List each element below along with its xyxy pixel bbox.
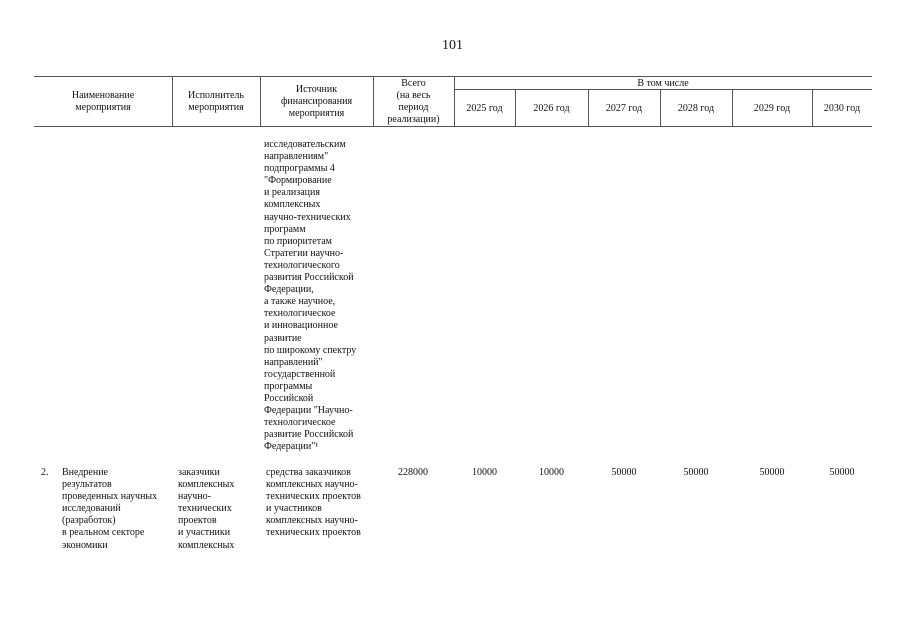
header-executor: Исполнитель мероприятия <box>188 90 244 113</box>
header-name: Наименование мероприятия <box>71 90 135 113</box>
page-number: 101 <box>442 38 463 53</box>
header-year: 2029 год <box>753 103 791 114</box>
table-top-rule <box>34 76 872 77</box>
row-year-value: 50000 <box>611 467 637 478</box>
row-year-value: 50000 <box>683 467 709 478</box>
header-year: 2025 год <box>466 103 503 114</box>
row-total: 228000 <box>398 467 428 478</box>
row-year-value: 50000 <box>829 467 855 478</box>
header-bottom-rule <box>34 126 872 127</box>
header-year: 2028 год <box>677 103 715 114</box>
header-group: В том числе <box>637 78 689 89</box>
row-year-value: 10000 <box>472 467 497 478</box>
header-source: Источник финансирования мероприятия <box>280 84 353 119</box>
continued-source-text: исследовательским направлениям" подпрограммы 4 "Формирование и реализация комплексных научно-технических программ по приоритетам Стратегии научно- технологического развития Российской Федерации, а также научное, технологическое и инновационное развитие по широкому спектру направлений" государственной программы Российской Федерации "Научно- технологическое развитие Российской Федерации"¹ <box>264 139 357 453</box>
row-source: средства заказчиков комплексных научно- технических проектов и участников комплексных научно- технических проектов <box>266 467 361 539</box>
header-year: 2030 год <box>823 103 861 114</box>
row-executor: заказчики комплексных научно- технических проектов и участники комплексных <box>178 467 235 551</box>
row-name: Внедрение результатов проведенных научных исследований (разработок) в реальном секторе экономики <box>62 467 158 551</box>
row-year-value: 10000 <box>539 467 564 478</box>
header-year: 2026 год <box>533 103 570 114</box>
header-total: Всего (на весь период реализации) <box>387 78 440 125</box>
row-index: 2. <box>41 467 49 478</box>
header-year: 2027 год <box>605 103 643 114</box>
row-year-value: 50000 <box>759 467 785 478</box>
